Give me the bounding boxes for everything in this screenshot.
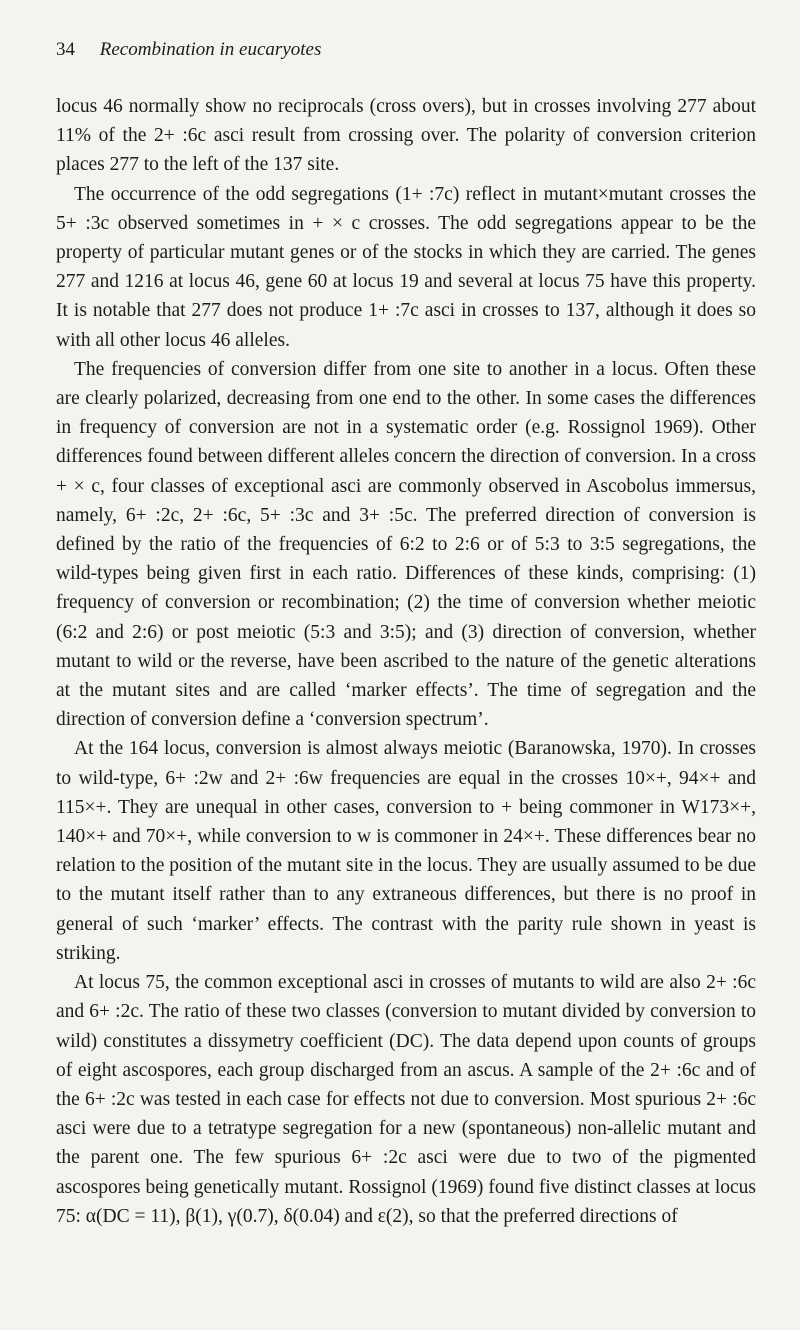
paragraph-continued: locus 46 normally show no reciprocals (cross overs), but in crosses involving 277 about 11% of the 2+ :6c asci result from crossing over. The polarity of conversion criterion places 277 to the left of the 137 site. bbox=[56, 96, 756, 176]
running-header bbox=[56, 38, 321, 62]
page-number: 34 bbox=[56, 39, 75, 60]
paragraph-locus-75: At locus 75, the common exceptional asci in crosses of mutants to wild are also 2+ :6c and 6+ :2c. The ratio of these two classes (conversion to mutant divided by conversion to wild) constitutes a dissymetry coefficient (DC). The data depend upon counts of groups of eight ascospores, each group discharged from an ascus. A sample of the 2+ :6c and of the 6+ :2c was tested in each case for effects not due to conversion. Most spurious 2+ :6c asci were due to a tetratype segregation for a new (spontaneous) non-allelic mutant and the parent one. The few spurious 6+ :2c asci were due to two of the pigmented ascospores being genetically mutant. Rossignol (1969) found five distinct classes at locus 75: α(DC = 11), β(1), γ(0.7), δ(0.04) and ε(2), so that the preferred directions of bbox=[56, 972, 756, 1227]
running-title: Recombination in eucaryotes bbox=[99, 39, 322, 60]
paragraph-odd-segregations: The occurrence of the odd segregations (1+ :7c) reflect in mutant×mutant crosses the 5+ :3c observed sometimes in + × c crosses. The odd segregations appear to be the property of particular mutant genes or of the stocks in which they are carried. The genes 277 and 1216 at locus 46, gene 60 at locus 19 and several at locus 75 have this property. It is notable that 277 does not produce 1+ :7c asci in crosses to 137, although it does so with all other locus 46 alleles. bbox=[56, 183, 756, 351]
paragraph-locus-164: At the 164 locus, conversion is almost always meiotic (Baranowska, 1970). In crosses to wild-type, 6+ :2w and 2+ :6w frequencies are equal in the crosses 10×+, 94×+ and 115×+. They are unequal in other cases, conversion to + being commoner in W173×+, 140×+ and 70×+, while conversion to w is commoner in 24×+. These differences bear no relation to the position of the mutant site in the locus. They are usually assumed to be due to the mutant itself rather than to any extraneous differences, but there is no proof in general of such ‘marker’ effects. The contrast with the parity rule shown in yeast is striking. bbox=[56, 738, 756, 964]
body-text bbox=[56, 92, 756, 1231]
paragraph-conversion-frequencies: The frequencies of conversion differ from one site to another in a locus. Often these are clearly polarized, decreasing from one end to the other. In some cases the differences in frequency of conversion are not in a systematic order (e.g. Rossignol 1969). Other differences found between different alleles concern the direction of conversion. In a cross + × c, four classes of exceptional asci are commonly observed in Ascobolus immersus, namely, 6+ :2c, 2+ :6c, 5+ :3c and 3+ :5c. The preferred direction of conversion is defined by the ratio of the frequencies of 6:2 to 2:6 or of 5:3 to 3:5 segregations, the wild-types being given first in each ratio. Differences of these kinds, comprising: (1) frequency of conversion or recombination; (2) the time of conversion whether meiotic (6:2 and 2:6) or post meiotic (5:3 and 3:5); and (3) direction of conversion, whether mutant to wild or the reverse, have been ascribed to the nature of the genetic alterations at the mutant sites and are called ‘marker effects’. The time of segregation and the direction of conversion define a ‘conversion spectrum’. bbox=[56, 358, 756, 731]
